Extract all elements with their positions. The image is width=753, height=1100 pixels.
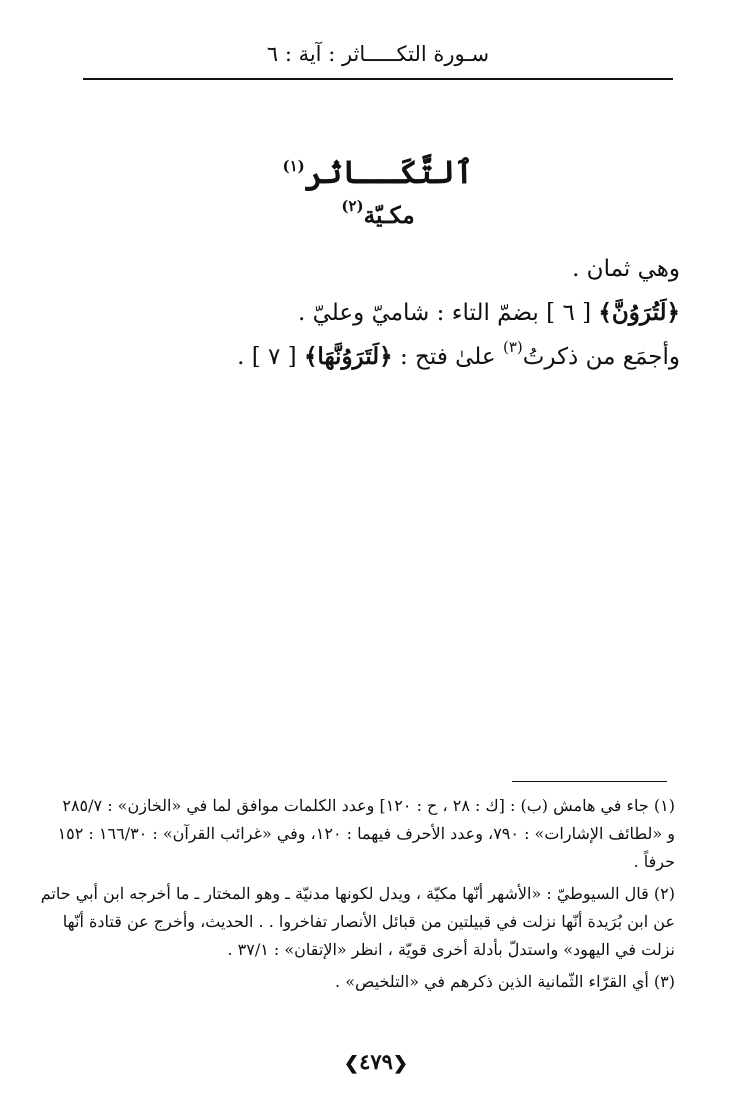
body-line-verse-count: وهي ثمان .: [572, 256, 680, 282]
footnote-2-line: (٢) قال السيوطيّ : «الأشهر أنّها مكيّة ، ويدل لكونها مدنيّة ـ وهو المختار ـ ما أخرجه ابن أبي حاتم: [40, 884, 675, 903]
page-number-open-ornament: ❮: [392, 1053, 409, 1074]
footnote-2: [40, 880, 675, 964]
surah-title: [83, 150, 673, 194]
body-text: [75, 248, 680, 379]
footnote-ref-1[interactable]: (١): [282, 157, 305, 175]
surah-type-text: مكـيّة: [363, 202, 415, 229]
page-number-value: ٤٧٩: [359, 1049, 393, 1074]
footnote-divider: [512, 781, 667, 782]
surah-revelation-type: [83, 197, 673, 232]
body-line-reading-1-text: [ ٦ ] بضمّ التاء : شاميّ وعليّ .: [298, 300, 599, 326]
footnotes: [40, 792, 675, 1000]
footnote-3-line: (٣) أي القرّاء الثّمانية الذين ذكرهم في «التلخيص» .: [335, 972, 675, 991]
footnote-1-line: و «لطائف الإشارات» : ٧٩٠، وعدد الأحرف فيهما : ١٢٠، وفي «غرائب القرآن» : ١٦٦/٣٠ : ١٥٢: [57, 824, 675, 843]
footnote-ref-3[interactable]: (٣): [502, 338, 523, 356]
page-number-close-ornament: ❯: [343, 1053, 360, 1074]
footnote-2-line: نزلت في اليهود» واستدلّ بأدلة أخرى قويّة ، انظر «الإتقان» : ٣٧/١ .: [227, 940, 675, 959]
header-divider: [83, 78, 673, 80]
footnote-ref-2[interactable]: (٢): [341, 197, 364, 215]
body-line-reading-2: [75, 335, 680, 379]
quranic-word-1: ﴿لَتُرَوُنَّ﴾: [598, 299, 680, 326]
page-number: [326, 1047, 426, 1079]
quranic-word-2: ﴿لَتَرَوُنَّهَا﴾: [303, 343, 393, 370]
footnote-1: [57, 792, 675, 876]
body-line-reading-2-middle: علىٰ فتح :: [392, 344, 503, 370]
footnote-1-line: (١) جاء في هامش (ب) : [ك : ٢٨ ، ح : ١٢٠] وعدد الكلمات موافق لما في «الخازن» : ٢٨٥/٧: [62, 796, 675, 815]
footnote-3: [75, 968, 675, 996]
running-header: سـورة التكـــــاثر : آية : ٦: [266, 42, 490, 66]
body-line-reading-2-end: [ ٧ ] .: [237, 344, 304, 370]
body-line-reading-2-start: وأجمَع من ذكرتُ: [522, 344, 680, 370]
body-line-reading-1: [75, 291, 680, 335]
surah-title-text: ٱلتَّكَــاثر: [304, 153, 474, 191]
footnote-1-line: حرفاً .: [633, 852, 675, 871]
surah-heading: [83, 150, 673, 232]
footnote-2-line: عن ابن بُرَيدة أنّها نزلت في قبيلتين من قبائل الأنصار تفاخروا . . الحديث، وأخرج عن قتادة أنّها: [62, 912, 675, 931]
